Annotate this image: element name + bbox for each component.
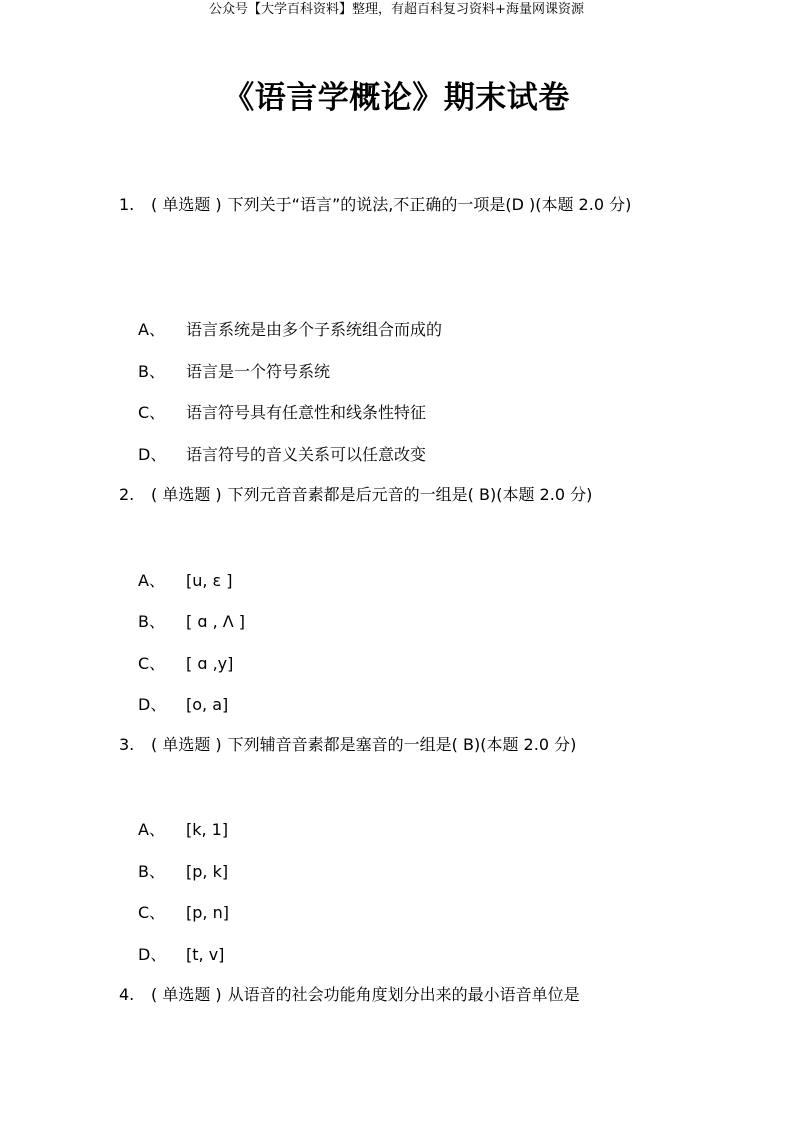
option-text: 语言是一个符号系统 — [186, 362, 331, 381]
question-type: ( 单选题 ) — [151, 735, 222, 754]
option-2-c — [138, 653, 233, 675]
question-type: ( 单选题 ) — [151, 195, 222, 214]
option-label: C、 — [138, 903, 166, 922]
option-text: [ ɑ ,y] — [186, 654, 234, 673]
question-3 — [119, 724, 689, 766]
question-4 — [119, 974, 689, 1016]
option-text: [u, ε ] — [186, 571, 233, 590]
question-type: ( 单选题 ) — [151, 485, 222, 504]
question-2 — [119, 474, 689, 516]
option-1-d — [138, 444, 426, 466]
question-number: 4. — [119, 985, 135, 1004]
option-label: D、 — [138, 445, 167, 464]
question-type: ( 单选题 ) — [151, 985, 222, 1004]
option-3-c — [138, 902, 229, 924]
question-1 — [119, 184, 689, 226]
option-text: [o, a] — [186, 695, 229, 714]
option-1-a — [138, 319, 442, 341]
question-stem: 下列关于“语言”的说法,不正确的一项是(D )(本题 2.0 分) — [227, 195, 632, 214]
option-label: C、 — [138, 654, 166, 673]
header-note: 公众号【大学百科资料】整理，有超百科复习资料+海量网课资源 — [209, 2, 584, 17]
option-1-b — [138, 361, 330, 383]
question-number: 3. — [119, 735, 135, 754]
option-text: [t, v] — [186, 945, 225, 964]
option-label: B、 — [138, 612, 165, 631]
option-3-d — [138, 944, 224, 966]
question-number: 2. — [119, 485, 135, 504]
option-text: 语言符号具有任意性和线条性特征 — [186, 403, 427, 422]
question-number: 1. — [119, 195, 135, 214]
option-text: 语言系统是由多个子系统组合而成的 — [186, 320, 443, 339]
option-label: C、 — [138, 403, 166, 422]
question-stem: 下列元音音素都是后元音的一组是( B)(本题 2.0 分) — [227, 485, 593, 504]
option-text: [ ɑ , Λ ] — [186, 612, 246, 631]
option-2-d — [138, 694, 228, 716]
option-3-b — [138, 861, 228, 883]
option-label: D、 — [138, 695, 167, 714]
question-stem: 从语音的社会功能角度划分出来的最小语音单位是 — [227, 985, 580, 1004]
option-label: A、 — [138, 571, 165, 590]
option-label: B、 — [138, 862, 165, 881]
option-2-b — [138, 611, 245, 633]
option-text: [p, k] — [186, 862, 229, 881]
option-3-a — [138, 819, 228, 841]
option-text: [k, 1] — [186, 820, 229, 839]
question-stem: 下列辅音音素都是塞音的一组是( B)(本题 2.0 分) — [227, 735, 577, 754]
option-label: D、 — [138, 945, 167, 964]
option-1-c — [138, 402, 426, 424]
option-label: B、 — [138, 362, 165, 381]
option-text: [p, n] — [186, 903, 229, 922]
option-text: 语言符号的音义关系可以任意改变 — [186, 445, 427, 464]
page-title: 《语言学概论》期末试卷 — [223, 80, 570, 116]
option-2-a — [138, 570, 233, 592]
option-label: A、 — [138, 320, 165, 339]
option-label: A、 — [138, 820, 165, 839]
